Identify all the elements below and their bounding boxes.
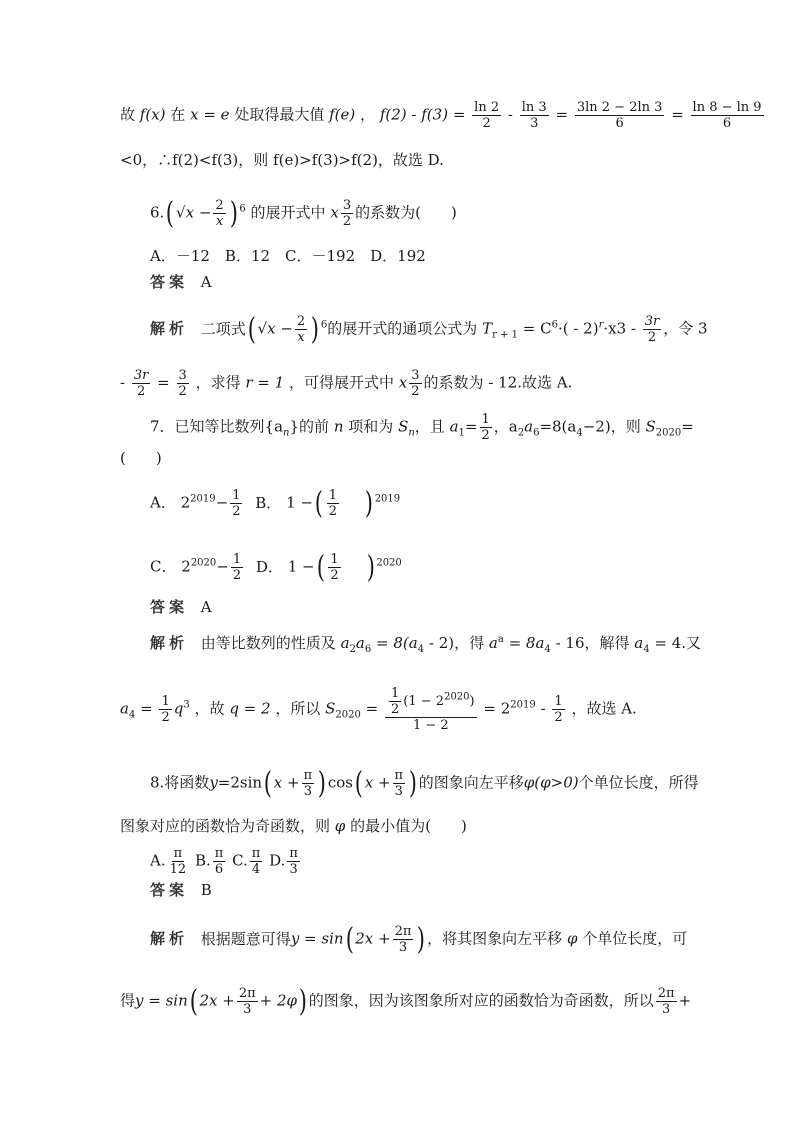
math: = C xyxy=(522,319,552,338)
fraction xyxy=(552,694,564,725)
denominator: 3 xyxy=(530,116,539,131)
fraction xyxy=(168,846,189,877)
math: ) xyxy=(469,694,475,709)
numerator: 3r xyxy=(644,314,660,329)
operator: + xyxy=(678,991,692,1010)
question-7-options-ab xyxy=(150,485,401,521)
numerator: ln 3 xyxy=(521,100,547,115)
exponent: 6 xyxy=(320,319,328,331)
operator: - xyxy=(120,373,126,392)
paren-close: ) xyxy=(229,195,238,231)
subscript: n xyxy=(408,427,415,439)
numerator: 2π xyxy=(394,924,412,939)
math-phi: φ xyxy=(334,817,346,835)
math-radical: √x − xyxy=(176,203,212,222)
numerator: 1 xyxy=(391,686,400,701)
denominator: x xyxy=(215,214,224,229)
question-8-line-2 xyxy=(120,816,467,836)
math-y: y xyxy=(209,773,218,792)
numerator: 2π xyxy=(238,986,256,1001)
numerator: 1 xyxy=(232,552,242,567)
math-s: S xyxy=(398,417,409,436)
fraction xyxy=(656,986,677,1017)
denominator: 3 xyxy=(398,940,408,955)
paren-close: ) xyxy=(310,311,320,347)
fraction xyxy=(341,198,353,229)
fraction xyxy=(472,100,501,131)
question-6-solution-2 xyxy=(120,368,572,399)
denominator: 2 xyxy=(161,710,170,725)
question-8-solution xyxy=(150,921,688,957)
operator: − xyxy=(216,557,229,576)
paren-close: ) xyxy=(298,983,307,1019)
fraction xyxy=(643,314,662,345)
question-8 xyxy=(150,765,699,801)
paren-open: ( xyxy=(247,311,256,347)
denominator: 2 xyxy=(481,428,490,443)
math-xe: x = e xyxy=(190,105,230,124)
denominator: 2 xyxy=(647,330,657,345)
text: 由等比数列的性质及 xyxy=(200,634,336,652)
question-8-options xyxy=(150,846,302,877)
text: −2)，则 xyxy=(582,417,641,436)
text: ( ) xyxy=(120,449,162,467)
paren-open: ( xyxy=(316,549,325,585)
numerator: 1 xyxy=(481,412,490,427)
fraction xyxy=(287,846,300,877)
numerator: π xyxy=(289,846,298,861)
text: 的展开式的通项公式为 xyxy=(327,319,478,338)
numerator: 1 xyxy=(328,488,337,503)
numerator: 2 xyxy=(215,198,224,213)
question-6-options xyxy=(150,246,426,266)
math: q = 2 xyxy=(229,699,271,718)
numerator: π xyxy=(394,768,404,783)
question-7-solution xyxy=(150,630,701,660)
text: =8(a xyxy=(539,417,577,436)
denominator: 2 xyxy=(482,116,491,131)
math: ·x3 - xyxy=(603,319,636,338)
numerator: 3 xyxy=(342,198,352,213)
fraction xyxy=(389,686,401,717)
math: = 8a xyxy=(508,634,545,652)
fraction xyxy=(230,488,242,519)
question-7-solution-2 xyxy=(120,686,637,733)
option-label: D． xyxy=(255,557,283,576)
text: }的前 xyxy=(289,417,330,436)
math-t: T xyxy=(482,319,493,338)
math-s: S xyxy=(325,699,336,718)
option-label: A. xyxy=(150,851,166,870)
fraction xyxy=(213,198,225,229)
paren-close: ) xyxy=(317,765,327,801)
math-a: a xyxy=(449,417,459,436)
subscript: 6 xyxy=(533,427,540,439)
paren-open: ( xyxy=(314,485,323,521)
fraction xyxy=(295,314,307,345)
math: 2x + xyxy=(199,991,235,1010)
subscript: 4 xyxy=(643,644,650,655)
numerator: π xyxy=(173,846,183,861)
denominator: 2 xyxy=(411,384,420,399)
math: 2 xyxy=(181,557,191,576)
math: 1 − xyxy=(286,493,313,512)
denominator: 6 xyxy=(615,116,624,131)
math-q: q xyxy=(173,699,184,718)
paren-close: ) xyxy=(364,485,373,521)
fraction xyxy=(480,412,492,443)
text: 图象对应的函数恰为奇函数，则 xyxy=(120,817,331,835)
superscript: r xyxy=(598,319,604,331)
numerator: 3r xyxy=(133,368,149,383)
paren-close: ) xyxy=(417,921,426,957)
text: ，故 xyxy=(194,699,225,718)
operator: = xyxy=(157,373,170,392)
denominator: 2 xyxy=(554,710,563,725)
superscript: a xyxy=(497,634,504,645)
math: y = sin xyxy=(290,929,344,948)
denominator: 2 xyxy=(330,568,339,583)
text: 7．已知等比数列{a xyxy=(150,417,284,436)
math-radical: √x − xyxy=(257,319,293,338)
superscript: 2020 xyxy=(190,557,217,569)
denominator: 1 − 2 xyxy=(412,718,449,733)
numerator: 3ln 2 − 2ln 3 xyxy=(576,100,663,115)
fraction xyxy=(213,846,226,877)
text: ， xyxy=(360,105,376,124)
numerator: π xyxy=(214,846,224,861)
math-x: x xyxy=(330,203,339,222)
math-n: n xyxy=(333,417,344,436)
denominator: 6 xyxy=(214,862,224,877)
subscript: 2020 xyxy=(655,427,682,439)
superscript: 2019 xyxy=(510,699,536,711)
fraction xyxy=(393,924,414,955)
math-a: a xyxy=(524,417,534,436)
denominator: 2 xyxy=(232,504,241,519)
question-7-answer xyxy=(150,597,212,617)
compound-fraction xyxy=(385,686,477,733)
text: 得 xyxy=(120,991,136,1010)
question-6-answer xyxy=(150,272,212,292)
text: 个单位长度，可 xyxy=(582,929,688,948)
text: 在 xyxy=(170,105,186,124)
text: - 2)，得 xyxy=(428,634,485,652)
math: x + xyxy=(273,773,300,792)
paren-close: ) xyxy=(366,549,375,585)
option-label: D. xyxy=(269,851,286,870)
paren-open: ( xyxy=(345,921,354,957)
text: ，将其图象向左平移 xyxy=(427,929,563,948)
option-label: C． xyxy=(150,557,177,576)
denominator: 3 xyxy=(289,862,298,877)
subscript: 4 xyxy=(417,644,425,655)
operator: = xyxy=(555,105,569,124)
answer-value: B xyxy=(200,881,212,899)
question-8-solution-2 xyxy=(120,983,692,1019)
fraction xyxy=(250,846,263,877)
math: + 2φ xyxy=(259,991,298,1010)
math-phi: φ(φ>0) xyxy=(523,773,579,792)
question-7-options-cd xyxy=(150,549,402,585)
math: 1 − xyxy=(287,557,315,576)
superscript: 2020 xyxy=(444,691,470,703)
superscript: 2019 xyxy=(190,493,216,505)
fraction xyxy=(575,100,665,131)
operator: = xyxy=(140,699,153,718)
math: ·( - 2) xyxy=(557,319,599,338)
denominator: 2 xyxy=(232,568,242,583)
line-1 xyxy=(120,100,766,131)
fraction xyxy=(328,552,340,583)
math-a: a xyxy=(120,699,129,718)
math-s: S xyxy=(645,417,656,436)
operator: = xyxy=(681,417,694,436)
math: = 2 xyxy=(483,699,511,718)
operator: − xyxy=(215,493,229,512)
subscript: 1 xyxy=(458,427,465,439)
denominator: 3 xyxy=(243,1002,252,1017)
text: <0，∴f(2)<f(3)，则 f(e)>f(3)>f(2)，故选 D. xyxy=(120,151,444,169)
option-label: C. xyxy=(232,851,248,870)
denominator: 2 xyxy=(328,504,337,519)
math: cos xyxy=(327,773,353,792)
paren-open: ( xyxy=(263,765,273,801)
fraction xyxy=(691,100,764,131)
question-7-paren xyxy=(120,448,162,468)
fraction xyxy=(177,368,189,399)
numerator: π xyxy=(251,846,261,861)
text: 的图象向左平移 xyxy=(418,773,524,792)
option-label: B． xyxy=(255,493,282,512)
math-f2f3: f(2) - f(3) = xyxy=(379,105,466,124)
numerator: ln 8 − ln 9 xyxy=(692,100,762,115)
text: 的图象，因为该图象所对应的函数恰为奇函数，所以 xyxy=(308,991,654,1010)
solution-label: 解析 xyxy=(150,929,189,948)
paren-open: ( xyxy=(354,765,363,801)
subscript: 4 xyxy=(576,427,583,439)
math: 2x + xyxy=(355,929,391,948)
superscript: 2020 xyxy=(376,557,402,569)
numerator: 2 xyxy=(296,314,306,329)
text: 故 xyxy=(120,105,136,124)
answer-label: 答案 xyxy=(150,598,189,616)
operator: - xyxy=(540,699,546,718)
fraction xyxy=(159,694,171,725)
fraction xyxy=(132,368,151,399)
operator: = xyxy=(464,417,478,436)
denominator: 3 xyxy=(303,784,312,799)
denominator: 3 xyxy=(662,1002,671,1017)
math: y = sin xyxy=(135,991,188,1010)
subscript: 2020 xyxy=(335,709,361,721)
text: ，令 3 xyxy=(663,319,708,338)
text: 项和为 xyxy=(348,417,394,436)
text: 二项式 xyxy=(200,319,246,338)
numerator: 2π xyxy=(657,986,675,1001)
fraction xyxy=(520,100,549,131)
denominator: 2 xyxy=(178,384,187,399)
superscript: 3 xyxy=(183,699,190,711)
operator: = xyxy=(671,105,684,124)
denominator: x xyxy=(297,330,305,345)
text: 根据题意可得 xyxy=(200,929,291,948)
math-a: a xyxy=(488,634,498,652)
math: r = 1 xyxy=(245,373,285,392)
fraction xyxy=(409,368,421,399)
fraction xyxy=(302,768,315,799)
math-a: a xyxy=(634,634,644,652)
answer-label: 答案 xyxy=(150,273,189,291)
numerator: 3 xyxy=(411,368,420,383)
numerator: 1 xyxy=(554,694,563,709)
math-phi: φ xyxy=(566,929,578,948)
numerator: 3 xyxy=(178,368,187,383)
text: 的展开式中 xyxy=(250,203,326,222)
exponent: 6 xyxy=(239,203,246,215)
text: - 16，解得 xyxy=(555,634,630,652)
fraction xyxy=(327,488,339,519)
numerator: π xyxy=(303,768,313,783)
paren-open: ( xyxy=(189,983,198,1019)
denominator: 6 xyxy=(722,116,732,131)
math: 2 xyxy=(180,493,191,512)
solution-label: 解析 xyxy=(150,634,189,652)
numerator: 1 xyxy=(161,694,170,709)
options-text: A．－12 B．12 C．－192 D．192 xyxy=(150,247,426,265)
answer-value: A xyxy=(200,598,212,616)
paren-close: ) xyxy=(408,765,418,801)
denominator: 3 xyxy=(394,784,403,799)
text: ，所以 xyxy=(275,699,321,718)
answer-value: A xyxy=(200,273,212,291)
line-2 xyxy=(120,150,444,170)
subscript: 6 xyxy=(364,644,372,655)
math-x: x xyxy=(398,373,408,392)
numerator xyxy=(385,686,477,718)
text: 8.将函数 xyxy=(150,773,210,792)
question-7 xyxy=(150,412,694,444)
text: ，且 xyxy=(414,417,445,436)
math: x + xyxy=(364,773,391,792)
solution-label: 解析 xyxy=(150,319,189,338)
option-label: A． xyxy=(150,493,176,512)
math: = 8(a xyxy=(376,634,418,652)
subscript: 4 xyxy=(128,709,136,721)
subscript: n xyxy=(283,427,290,439)
option-label: B. xyxy=(194,851,211,870)
denominator: 4 xyxy=(251,862,261,877)
math: =2sin xyxy=(217,773,263,792)
fraction xyxy=(237,986,258,1017)
math-a: a xyxy=(355,634,365,652)
numerator: ln 2 xyxy=(474,100,500,115)
text: 处取得最大值 xyxy=(234,105,325,124)
question-6 xyxy=(150,195,457,231)
numerator: 1 xyxy=(330,552,339,567)
denominator: 2 xyxy=(136,384,146,399)
subscript: r + 1 xyxy=(492,329,518,341)
math: (1 − 2 xyxy=(403,694,445,709)
subscript: 2 xyxy=(349,644,356,655)
denominator: 2 xyxy=(391,702,400,717)
text: ，故选 A. xyxy=(571,699,637,718)
math-a: a xyxy=(340,634,350,652)
text: 的系数为 - 12.故选 A. xyxy=(423,373,573,392)
question-number: 6. xyxy=(150,203,165,222)
fraction xyxy=(393,768,406,799)
math-fe: f(e) xyxy=(329,105,356,124)
subscript: 4 xyxy=(544,644,551,655)
question-8-answer xyxy=(150,880,212,900)
text: = 4.又 xyxy=(654,634,702,652)
text: ，求得 xyxy=(195,373,241,392)
subscript: 2 xyxy=(517,427,525,439)
fraction xyxy=(231,552,243,583)
operator: = xyxy=(365,699,379,718)
text: ，a xyxy=(493,417,518,436)
numerator: 1 xyxy=(232,488,241,503)
text: 的系数为( ) xyxy=(355,203,457,222)
answer-label: 答案 xyxy=(150,881,189,899)
math-fx: f(x) xyxy=(139,105,166,124)
text: ，可得展开式中 xyxy=(288,373,394,392)
denominator: 12 xyxy=(169,862,187,877)
text: 的最小值为( ) xyxy=(350,817,467,835)
text: 个单位长度，所得 xyxy=(578,773,699,792)
operator: - xyxy=(507,105,513,124)
paren-open: ( xyxy=(166,195,175,231)
denominator: 2 xyxy=(342,214,352,229)
superscript: 6 xyxy=(551,319,558,331)
question-6-solution xyxy=(150,311,708,347)
superscript: 2019 xyxy=(374,493,401,505)
